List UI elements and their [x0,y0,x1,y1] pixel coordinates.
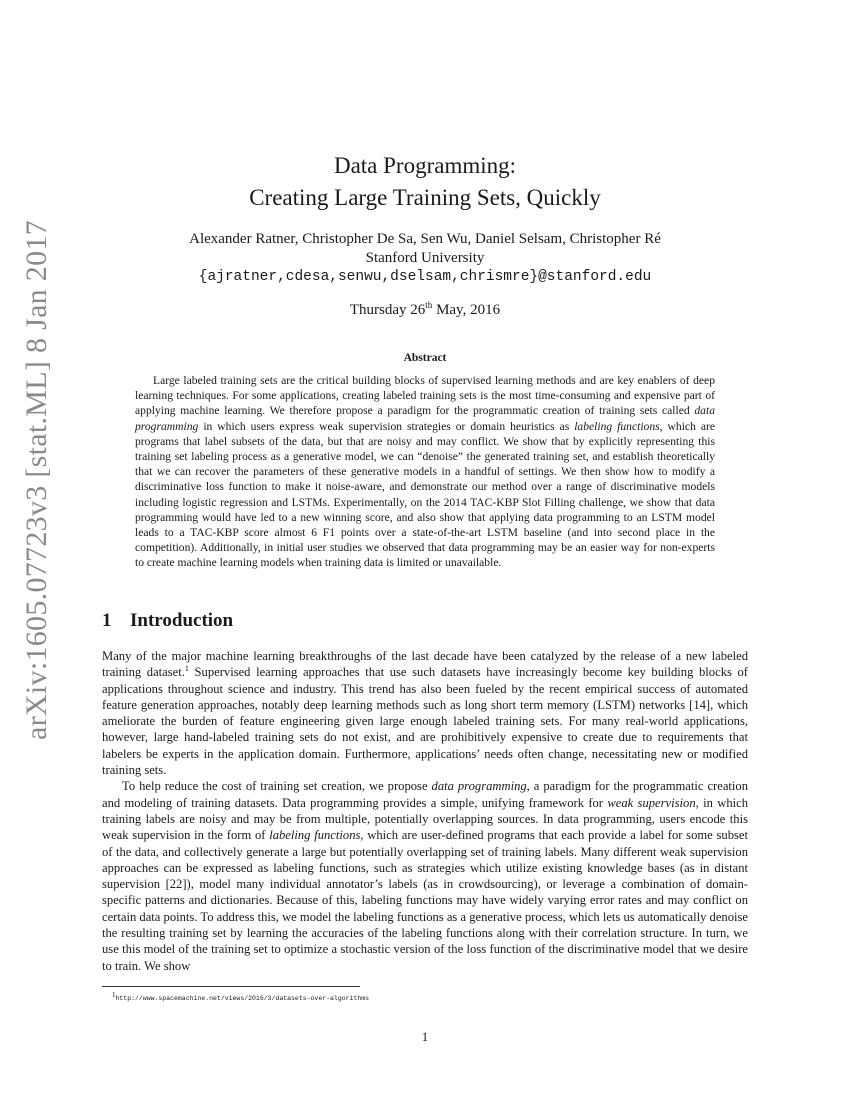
page-number: 1 [421,1030,429,1044]
author-names: Alexander Ratner, Christopher De Sa, Sen Wu, Daniel Selsam, Christopher Ré [189,231,661,247]
paragraph-text: Many of the major machine learning breakthroughs of the last decade have been catalyzed by the release of a new labeled training dataset. [102,649,748,680]
abstract-emphasis: data programming [135,404,715,433]
paragraph-text: , which are user-defined programs that each provide a label for some subset of the data, and collectively generate a large but potentially overlapping set of training labels. Many different weak supervision approaches can be expressed as labeling functions, such as strategies which utilize existing knowledge bases (as in distant supervision [22]), model many individual annotator’s labels (as in crowdsourcing), or leverage a combination of domain-specific patterns and dictionaries. Because of this, labeling functions may have widely varying error rates and may conflict on certain data points. To address this, we model the labeling functions as a generative process, which lets us automatically denoise the resulting training set by learning the accuracies of the labeling functions along with their correlation structure. In turn, we use this model of the training set to optimize a stochastic version of the loss function of the discriminative model that we desire to train. We show [102,828,748,973]
section-number: 1 [102,610,112,631]
footnote-marker: 1 [184,664,189,674]
abstract-text: in which users express weak supervision strategies or domain heuristics as [198,419,575,433]
footnote [112,991,369,1002]
footnote-url: http://www.spacemachine.net/views/2016/3/datasets-over-algorithms [115,995,370,1003]
abstract-emphasis: labeling functions [574,419,660,433]
footnote-divider [102,986,360,987]
abstract-heading: Abstract [403,352,447,364]
paper-date [0,300,850,319]
date-superscript: th [425,300,433,310]
section-title: Introduction [130,610,234,631]
author-block [0,230,850,287]
paragraph-text: To help reduce the cost of training set creation, we propose [122,779,432,794]
footnote-number: 1 [112,991,116,999]
abstract-text: , which are programs that label subsets of the data, but that are noisy and may conflict. We show that by explicitly representing this training set labeling process as a generative model, we can “denoise” the generated training set, and establish theoretically that we can recover the parameters of these generative models in a handful of settings. We then show how to modify a discriminative loss function to make it noise-aware, and demonstrate our method over a range of discriminative models including logistic regression and LSTMs. Experimentally, on the 2014 TAC-KBP Slot Filling challenge, we show that data programming would have led to a new winning score, and also show that applying data programming to an LSTM model leads to a TAC-KBP score almost 6 F1 points over a state-of-the-art LSTM baseline (and into second place in the competition). Additionally, in initial user studies we observed that data programming may be an easier way for non-experts to create machine learning models when training data is limited or unavailable. [135,419,715,570]
intro-paragraph-2 [102,778,748,974]
author-emails: {ajratner,cdesa,senwu,dselsam,chrismre}@stanford.edu [198,269,652,285]
paper-title [0,150,850,214]
title-line-1: Data Programming: [333,153,517,178]
arxiv-identifier-stamp: arXiv:1605.07723v3 [stat.ML] 8 Jan 2017 [20,220,53,740]
paragraph-text: , in which training labels are noisy and may be from multiple, potentially overlapping sources. In data programming, users encode this weak supervision in the form of [102,795,749,843]
section-heading [102,610,233,632]
author-affiliation: Stanford University [365,250,485,266]
abstract-body [135,373,715,571]
title-line-2: Creating Large Training Sets, Quickly [249,185,601,210]
paragraph-text: , a paradigm for the programmatic creation and modeling of training datasets. Data programming provides a simple, unifying framework for [102,779,748,810]
paragraph-emphasis: weak supervision [607,795,696,810]
introduction-body [102,648,748,974]
paragraph-text: Supervised learning approaches that use such datasets have increasingly become key building blocks of applications throughout science and industry. This trend has also been fueled by the recent empirical success of automated feature generation approaches, notably deep learning methods such as long short term memory (LSTM) networks [14], which ameliorate the burden of feature engineering given large enough labeled training sets. For many real-world applications, however, large hand-labeled training sets do not exist, and are prohibitively expensive to create due to requirements that labelers be experts in the application domain. Furthermore, applications’ needs often change, necessitating new or modified training sets. [102,665,748,778]
paragraph-emphasis: data programming [431,779,527,794]
abstract-text: Large labeled training sets are the critical building blocks of supervised learning methods and are key enablers of deep learning techniques. For some applications, creating labeled training sets is the most time-consuming and expensive part of applying machine learning. We therefore propose a paradigm for the programmatic creation of training sets called [135,374,715,418]
intro-paragraph-1 [102,648,748,778]
date-prefix: Thursday 26 [349,302,426,318]
date-suffix: May, 2016 [432,302,501,318]
paragraph-emphasis: labeling functions [269,828,361,843]
